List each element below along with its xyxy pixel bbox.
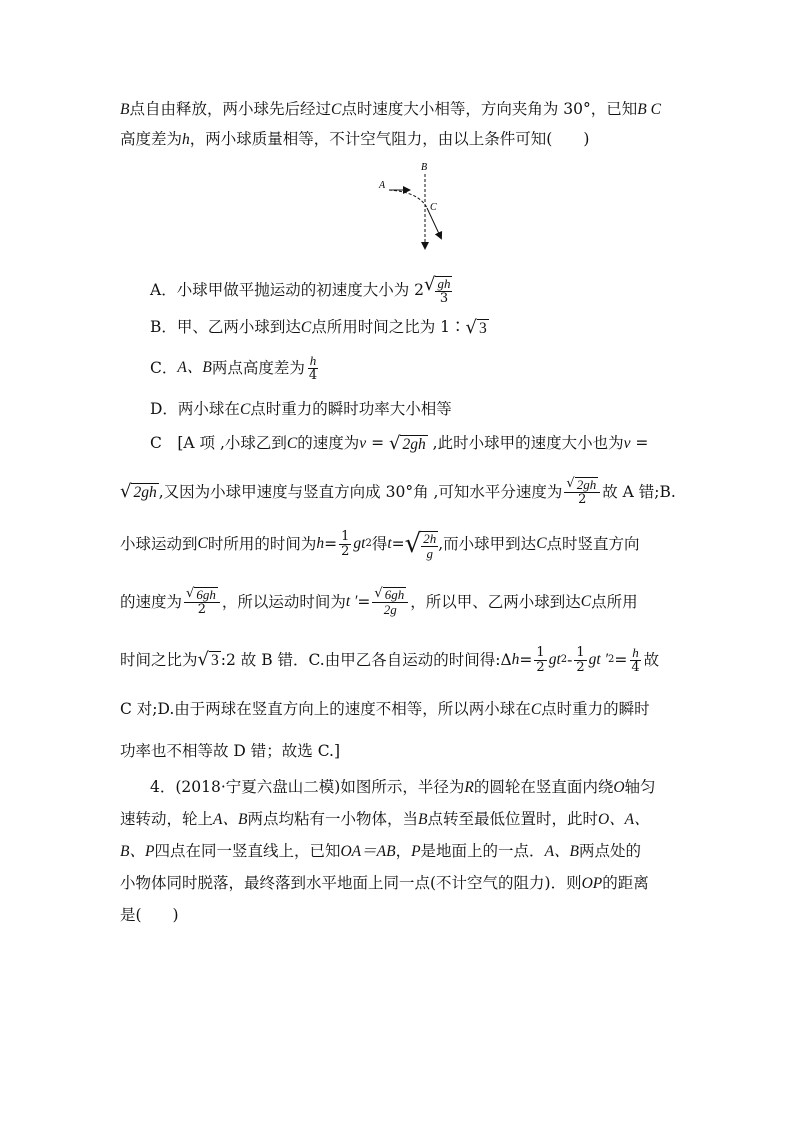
option-a: A．小球甲做平抛运动的初速度大小为 2 √ $\frac{gh}{3}$ [150, 274, 451, 306]
q4-line-5: 是( ) [120, 906, 179, 924]
answer-line-7: 功率也不相等故 D 错；故选 C.] [120, 742, 340, 760]
answer-line-1: C [A 项 ,小球乙到C的速度为v = √ 2gh ,此时小球甲的速度大小也为v = [150, 433, 649, 454]
fig-label-c: C [430, 202, 437, 213]
answer-line-3: 小球运动到 C 时所用的时间为 h = $\frac{1}{2}$ gt 2 得 t = √ $\frac{2h}{g}$ ,而小球甲到达 C 点时竖直方向 [120, 528, 640, 561]
q4-line-2: 速转动，轮上A、B两点均粘有一小物体，当B点转至最低位置时，此时O、A、 [120, 810, 650, 828]
answer-line-4: 的速度为 √ 6gh 2 ，所以运动时间为 t ′ = √ 6gh 2g ，所以甲、乙两小球到达 C 点所用 [120, 586, 638, 617]
answer-line-6: C 对;D.由于两球在竖直方向上的速度不相等，所以两小球在C点时重力的瞬时 [120, 700, 650, 718]
fig-label-a: A [379, 180, 386, 191]
option-d: D．两小球在C点时重力的瞬时功率大小相等 [150, 400, 452, 418]
q4-line-3: B、P四点在同一竖直线上，已知OA＝AB，P是地面上的一点．A、B两点处的 [120, 842, 642, 860]
option-b: B．甲、乙两小球到达C点所用时间之比为 1∶ √ 3 [150, 317, 487, 338]
sqrt-frac: √ $\frac{gh}{3}$ [423, 274, 451, 306]
answer-line-2: √ 2gh ,又因为小球甲速度与竖直方向成 30°角 ,可知水平分速度为 √ 2gh 2 故 A 错;B. [120, 476, 676, 507]
q3-line-1: B点自由释放，两小球先后经过C点时速度大小相等，方向夹角为 30°，已知B C [120, 100, 661, 118]
projectile-figure [375, 158, 455, 254]
q4-line-1: 4．(2018·宁夏六盘山二模)如图所示，半径为R的圆轮在竖直面内绕O轴匀 [150, 778, 656, 796]
fig-parabola [389, 190, 427, 208]
answer-line-5: 时间之比为 √ 3 :2 故 B 错．C.由甲乙各自运动的时间得:Δ h = $\frac{1}{2}$ gt 2 - $\frac{1}{2}$ gt ′ 2 = $\frac{h}{4}$ 故 [120, 644, 660, 675]
option-c: C． A、B 两点高度差为 $\frac{h}{4}$ [150, 352, 318, 383]
q3-line-2: 高度差为h，两小球质量相等，不计空气阻力，由以上条件可知( ) [120, 130, 590, 148]
fig-label-b: B [421, 162, 428, 173]
q4-line-4: 小物体同时脱落，最终落到水平地面上同一点(不计空气的阻力)．则OP的距离 [120, 874, 649, 892]
